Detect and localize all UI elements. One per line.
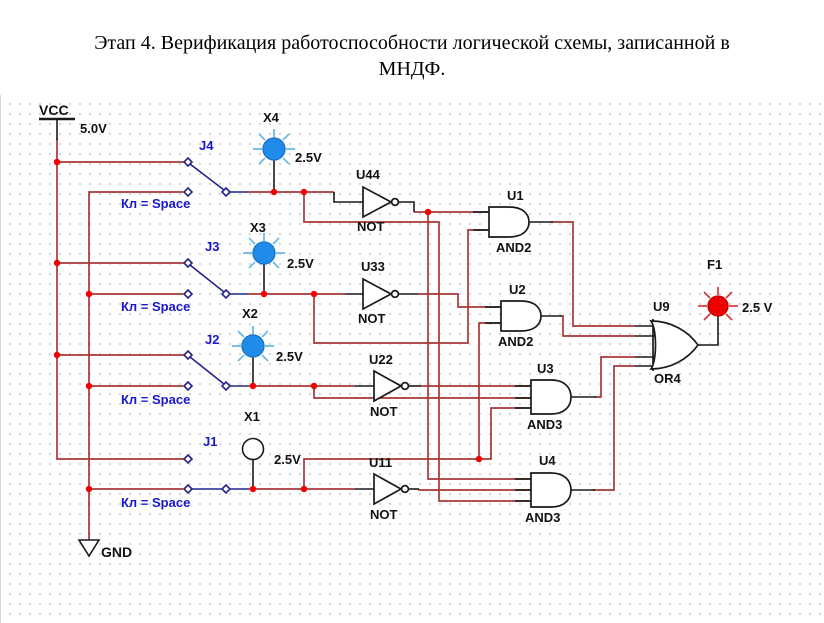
u44-in-stub [334,192,363,202]
lamp-x1-label: X1 [244,409,260,424]
switch-j3[interactable] [184,259,248,298]
wire-x2-direct [314,386,531,398]
wire-gnd-rail [89,192,183,540]
u22-type: NOT [370,404,398,419]
wire-u33-out [418,294,501,307]
u4-label: U4 [539,453,556,468]
u2-label: U2 [509,282,526,297]
and-gate-u3 [531,380,571,414]
lamp-f1-value: 2.5 V [742,300,773,315]
title-line-2: МНДФ. [378,58,446,80]
lamp-x4-label: X4 [263,110,279,125]
lamp-x4[interactable] [253,129,295,164]
vcc-value: 5.0V [80,121,107,136]
switch-j3-key: Кл = Space [121,299,191,314]
schematic-sheet [0,95,824,623]
u9-label: U9 [653,299,670,314]
u3-label: U3 [537,361,554,376]
u9-type: OR4 [654,371,681,386]
wire-u4-or [593,366,635,490]
switch-j2-blade [190,357,224,384]
u1-label: U1 [507,188,524,203]
wire-x1-branch [479,408,531,459]
or-out-wire [698,316,718,345]
switch-j4[interactable] [184,158,248,196]
lamp-x2-value: 2.5V [276,349,303,364]
lamp-x3-label: X3 [250,220,266,235]
u1-type: AND2 [496,240,532,255]
wire-x3-direct [314,230,489,343]
lamp-x3-value: 2.5V [287,256,314,271]
u2-type: AND2 [498,334,534,349]
gnd-symbol [79,540,99,556]
u22-label: U22 [369,352,393,367]
not-gate-u22 [374,371,408,401]
switch-j1-label: J1 [203,434,218,449]
lamp-x3[interactable] [243,233,285,268]
gnd-label: GND [101,544,133,560]
switch-j3-label: J3 [205,239,220,254]
u11-label: U11 [369,455,393,470]
u44-type: NOT [357,219,385,234]
u44-label: U44 [356,167,380,182]
u33-label: U33 [361,259,385,274]
lamp-x4-value: 2.5V [295,150,322,165]
u11-type: NOT [370,507,398,522]
vcc-label: VCC [39,102,69,118]
not-gate-u33 [363,279,398,309]
u3-type: AND3 [527,417,563,432]
title-line-1: Этап 4. Верификация работоспособности логической схемы, записанной в [94,32,730,54]
switch-j3-blade [190,265,224,292]
switch-j2-label: J2 [205,332,220,347]
and-gate-u4 [531,473,571,507]
wire-u1-or [551,222,635,326]
and-gate-u2 [501,301,541,331]
switch-j4-key: Кл = Space [121,196,191,211]
switch-j4-label: J4 [199,138,214,153]
switch-j2[interactable] [184,351,248,390]
and-gate-u1 [489,207,529,237]
u44-out-stub [399,202,414,212]
wire-x1-direct [304,323,501,489]
switch-j1-key: Кл = Space [121,495,191,510]
not-gate-u44 [363,187,398,217]
not-gate-u11 [374,474,408,504]
or-gate-u9 [651,319,698,371]
junction-dots [54,159,482,492]
lamp-f1-label: F1 [707,257,723,272]
u4-type: AND3 [525,510,561,525]
wire-x4-direct [304,192,534,501]
wire-u11-out [419,489,531,490]
switch-j4-blade [190,164,224,190]
lamp-x2[interactable] [232,326,274,361]
lamp-x2-label: X2 [242,306,258,321]
switch-j2-key: Кл = Space [121,392,191,407]
lamp-x1[interactable] [243,439,264,460]
u33-type: NOT [358,311,386,326]
page-title [0,30,824,82]
wire-u3-or [595,357,635,397]
switch-j1[interactable] [184,455,248,493]
lamp-f1[interactable] [698,287,738,320]
lamp-x1-value: 2.5V [274,452,301,467]
